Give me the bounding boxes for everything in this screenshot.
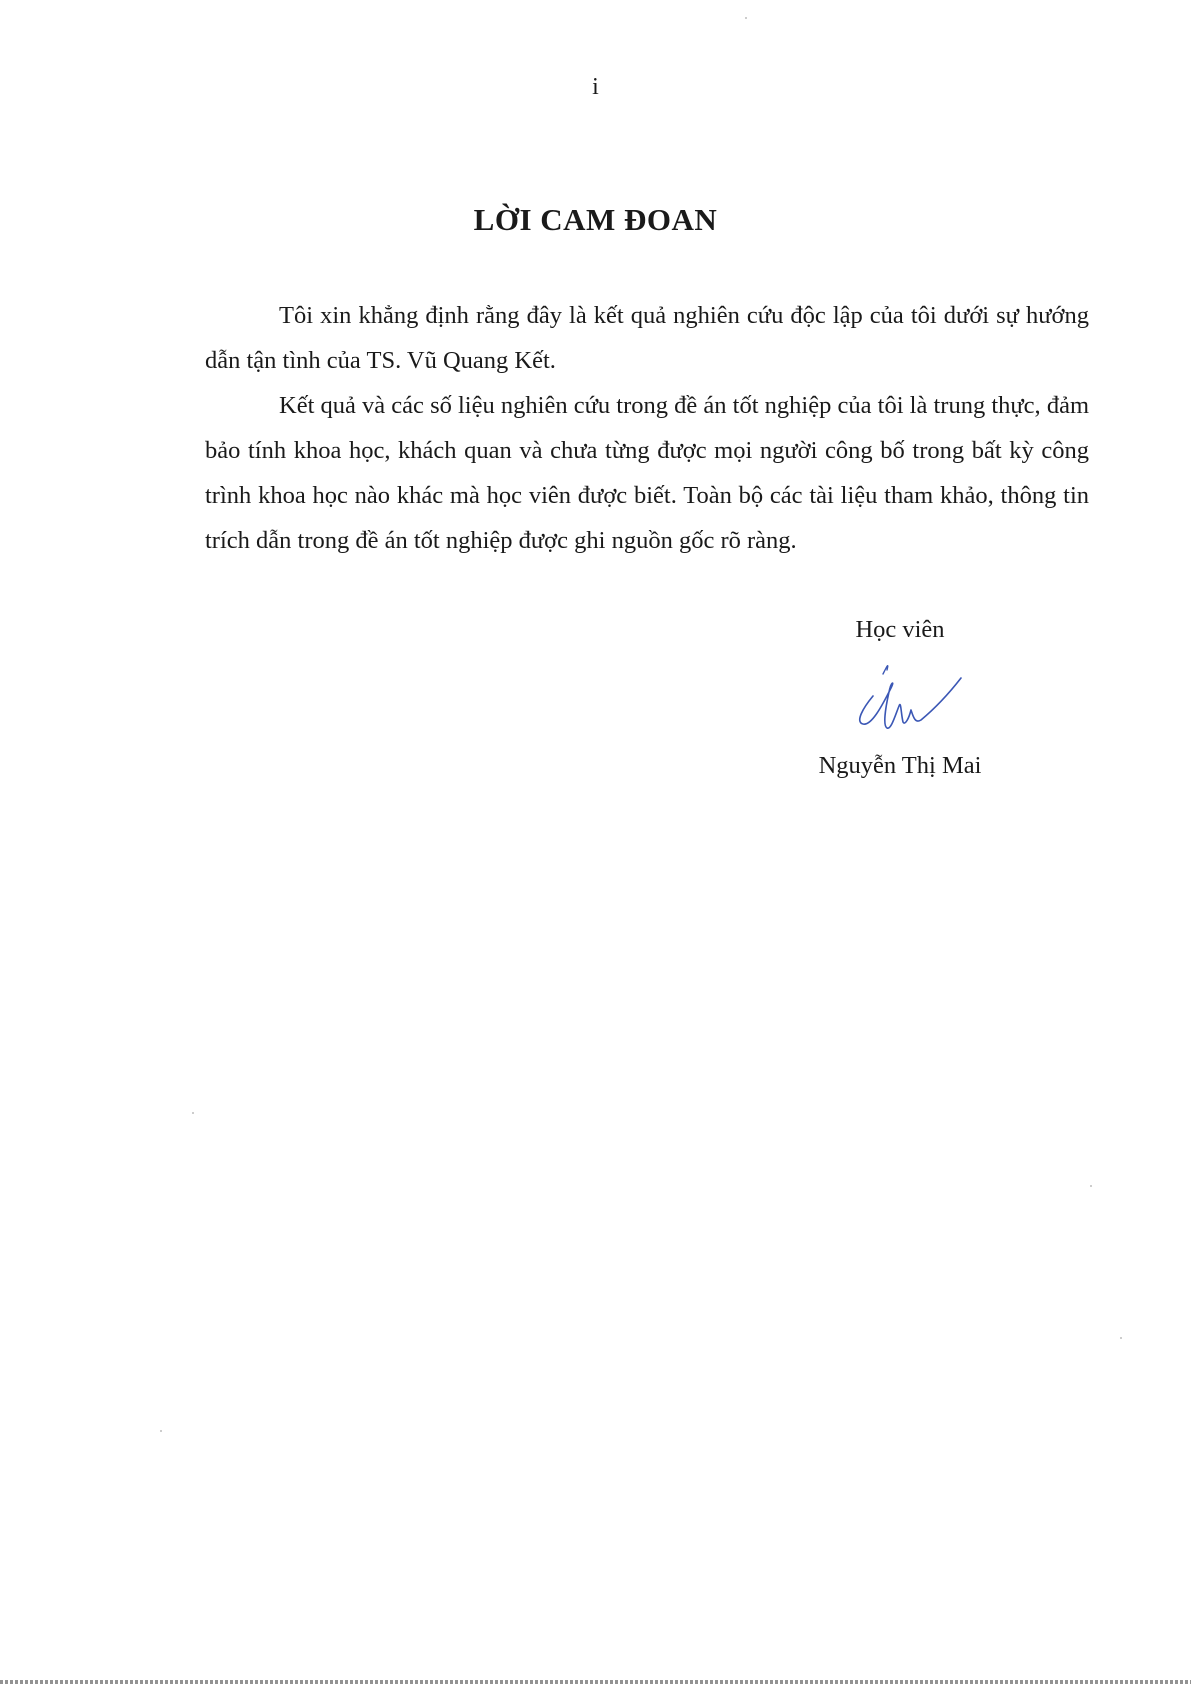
signature-block (780, 612, 1020, 784)
page-number: i (592, 74, 599, 100)
scan-speck (1120, 1337, 1122, 1339)
signature-role: Học viên (855, 616, 945, 643)
page-title: LỜI CAM ĐOAN (473, 202, 718, 237)
scan-edge (0, 1680, 1191, 1684)
paragraph-2: Kết quả và các số liệu nghiên cứu trong đề án tốt nghiệp của tôi là trung thực, đảm bảo tính khoa học, khách quan và chưa từng được mọi người công bố trong bất kỳ công trình khoa học nào khác mà học viên được biết. Toàn bộ các tài liệu tham khảo, thông tin trích dẫn trong đề án tốt nghiệp được ghi nguồn gốc rõ ràng. (205, 392, 1089, 554)
scan-speck (160, 1430, 162, 1432)
scan-speck (745, 17, 747, 19)
handwritten-signature (825, 652, 975, 748)
scan-speck (1090, 1185, 1092, 1187)
signatory-name: Nguyễn Thị Mai (818, 752, 982, 779)
scan-speck (192, 1112, 194, 1114)
declaration-body (205, 293, 1089, 563)
paragraph-1: Tôi xin khẳng định rằng đây là kết quả nghiên cứu độc lập của tôi dưới sự hướng dẫn tận tình của TS. Vũ Quang Kết. (205, 302, 1089, 374)
